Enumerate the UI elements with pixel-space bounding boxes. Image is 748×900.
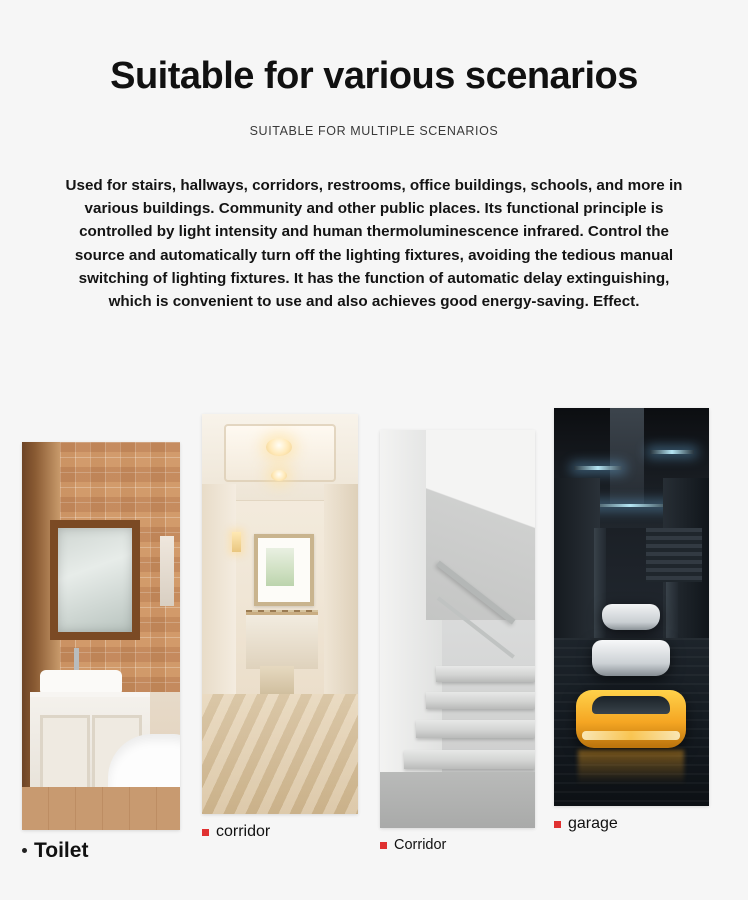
caption-label: Corridor [394, 837, 447, 853]
bullet-dot-icon [22, 848, 27, 853]
caption-label: Toilet [34, 839, 89, 862]
gallery-item-garage[interactable] [554, 408, 709, 833]
bullet-square-icon [380, 842, 387, 849]
caption-label: garage [568, 815, 618, 832]
page-subtitle: SUITABLE FOR MULTIPLE SCENARIOS [249, 123, 499, 138]
gallery-item-toilet[interactable] [22, 442, 180, 863]
caption-stairs [380, 837, 535, 853]
caption-label: corridor [216, 823, 271, 840]
photo-toilet [22, 442, 180, 830]
photo-garage [554, 408, 709, 806]
bullet-square-icon [554, 821, 561, 828]
caption-corridor [202, 823, 358, 841]
caption-garage [554, 815, 709, 833]
description-paragraph: Used for stairs, hallways, corridors, restrooms, office buildings, schools, and more in various buildings. Community and other public places. Its functional principle is controlled by light intensity and human thermoluminescence infrared. Control the source and automatically turn off the lighting fixtures, avoiding the tedious manual switching of lighting fixtures. It has the function of automatic delay extinguishing, which is convenient to use and also achieves good energy-saving. Effect. [65, 176, 683, 311]
photo-stairs [380, 430, 535, 828]
scenario-gallery [0, 400, 748, 900]
gallery-item-stairs[interactable] [380, 430, 535, 853]
page-title: Suitable for various scenarios [110, 55, 638, 97]
bullet-square-icon [202, 829, 209, 836]
photo-corridor [202, 414, 358, 814]
caption-toilet [22, 839, 180, 863]
gallery-item-corridor[interactable] [202, 414, 358, 841]
